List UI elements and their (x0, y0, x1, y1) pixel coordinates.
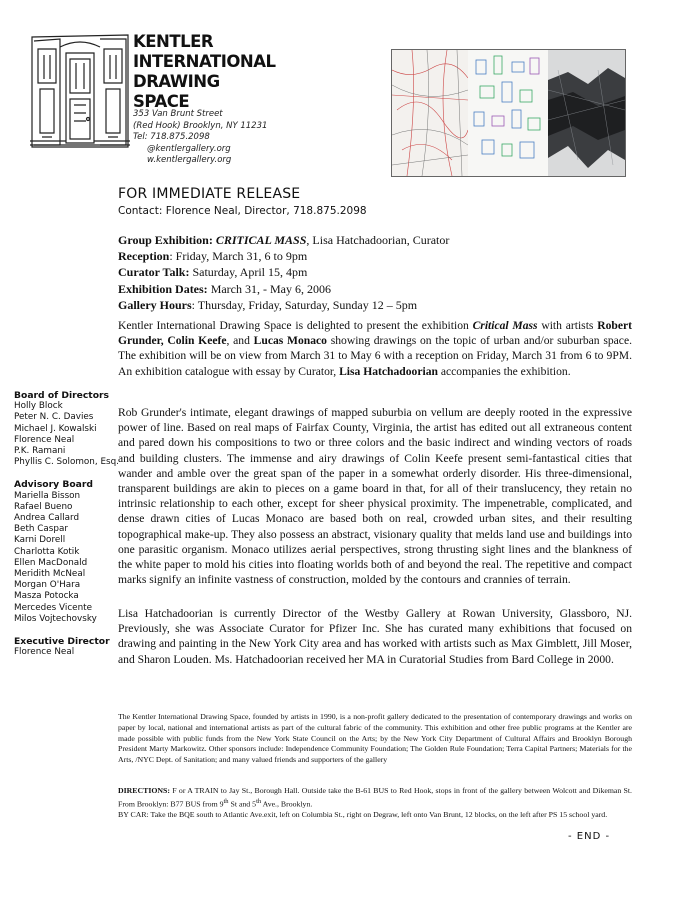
advisory-member: Milos Vojtechovsky (14, 613, 97, 624)
board-member: Florence Neal (14, 434, 75, 445)
curator-name: Lisa Hatchadoorian (339, 364, 438, 378)
email-line: @kentlergallery.org (147, 143, 231, 154)
building-logo-icon (30, 33, 130, 149)
exhibition-line (118, 232, 449, 248)
brand-line: SPACE (133, 92, 190, 111)
exhibition-curator: , Lisa Hatchadoorian, Curator (306, 233, 450, 247)
exhibition-details (118, 232, 449, 313)
brand-line: INTERNATIONAL (133, 52, 276, 71)
directions-label: DIRECTIONS: (118, 786, 170, 795)
dense-city-drawing (548, 50, 625, 176)
suburb-map-drawing (392, 50, 468, 176)
show-title: Critical Mass (472, 319, 538, 332)
gallery-hours-label: Gallery Hours (118, 297, 192, 312)
curator-talk-line (118, 264, 449, 280)
advisory-member: Ellen MacDonald (14, 557, 88, 568)
reception-value: : Friday, March 31, 6 to 9pm (169, 249, 308, 264)
exhibition-dates-label: Exhibition Dates: (118, 281, 208, 296)
advisory-member: Andrea Callard (14, 513, 80, 524)
board-sidebar (14, 390, 118, 658)
directions-text: DIRECTIONS: F or A TRAIN to Jay St., Borough Hall. Outside take the B-61 BUS to Red Hook, stops in front of the gallery between Wolcott and Dikeman St. From Brooklyn: B77 BUS from 9th St and 5th Ave., Brooklyn. BY CAR: Take the BQE south to Atlantic Ave.exit, left on Columbia St., right on Degraw, left onto Van Brunt, 12 blocks, on the left after PS 15 school yard. (118, 786, 632, 820)
brand-line: DRAWING (133, 72, 220, 91)
advisory-member: Mercedes Vicente (14, 602, 93, 613)
artists-paragraph: Rob Grunder's intimate, elegant drawings of mapped suburbia on vellum are deeply rooted in the expressive power of line. Based on real maps of Fairfax County, Virginia, the artist has edited out all extraneous content and pared down his compositions to two or three colors and the basic indirect and winding vectors of roads and building clusters. The immense and airy drawings of Colin Keefe present semi-fantastical cities that wander and amble over the great span of the paper in a somewhat orderly disorder. His three-dimensional, transparent buildings are akin to pieces on a game board in that, for all of their translucency, they retain no intrinsic relationship to each other, except for sheer physical proximity. The impenetrable, complicated, and dense drawn cities of Lucas Monaco are based both on real, crowded urban sites, and their resulting topographical make-up. They also possess an abstract, visionary quality that melds land use and buildings into one parasitic organism. Monaco utilizes aerial perspectives, strong thrusting sight lines and the blankness of the white paper to mold his cities into floating worlds both of and beyond the real. The repetitive and compact marks signify an infinite vastness of construction, molded by the contours and crannies of terrain. (118, 406, 632, 587)
brand-line: KENTLER (133, 32, 214, 51)
advisory-member: Karni Dorell (14, 535, 66, 546)
advisory-member: Morgan O'Hara (14, 580, 81, 591)
exhibition-title: CRITICAL MASS (215, 233, 307, 247)
board-member: Phyllis C. Solomon, Esq. (14, 457, 119, 468)
transparent-city-drawing (468, 50, 548, 176)
advisory-member: Beth Caspar (14, 524, 68, 535)
advisory-member: Mariella Bisson (14, 490, 81, 501)
end-marker: - END - (568, 831, 611, 842)
intro-paragraph: Kentler International Drawing Space is delighted to present the exhibition Critical Mass with artists Robert Grunder, Colin Keefe, and Lucas Monaco showing drawings on the topic of urban and/or suburban space. The exhibition will be on view from March 31 to May 6 with a reception on Friday, March 31 from 6 to 9PM. An exhibition catalogue with essay by Curator, Lisa Hatchadoorian accompanies the exhibition. (118, 319, 632, 378)
curator-talk-value: Saturday, April 15, 4pm (189, 265, 308, 280)
gallery-hours-value: : Thursday, Friday, Saturday, Sunday 12 – 5pm (191, 297, 418, 312)
board-title: Board of Directors (14, 390, 110, 401)
artist-names: Robert Grunder, Colin Keefe (118, 319, 632, 348)
artist-name: Lucas Monaco (253, 334, 327, 348)
address-line: 353 Van Brunt Street (133, 109, 223, 119)
board-member: Michael J. Kowalski (14, 423, 97, 434)
advisory-member: Masza Potocka (14, 591, 79, 602)
website-line: w.kentlergallery.org (147, 155, 232, 165)
executive-title: Executive Director (14, 636, 110, 648)
advisory-member: Charlotta Kotik (14, 546, 80, 557)
gallery-hours-line (118, 297, 449, 313)
artwork-image (391, 49, 626, 177)
release-title: FOR IMMEDIATE RELEASE (118, 186, 301, 202)
exhibition-label: Group Exhibition: (118, 233, 216, 247)
address-block (133, 109, 267, 167)
phone-line: Tel: 718.875.2098 (133, 132, 210, 142)
address-line: (Red Hook) Brooklyn, NY 11231 (133, 120, 268, 131)
board-member: P.K. Ramani (14, 446, 66, 457)
board-member: Peter N. C. Davies (14, 412, 94, 423)
curator-paragraph: Lisa Hatchadoorian is currently Director of the Westby Gallery at Rowan University, Glassboro, NJ. Previously, she was Associate Curator for Pfizer Inc. She has curated many exhibitions that focused on drawing and painting in the New York City area and has worked with artists such as Max Gimblett, Jill Moser, and Sharon Louden. Ms. Hatchadoorian received her MA in Curatorial Studies from Bard College in 2000. (118, 607, 632, 666)
reception-line (118, 248, 449, 264)
exhibition-dates-line (118, 281, 449, 297)
curator-talk-label: Curator Talk: (118, 265, 190, 280)
about-gallery-text: The Kentler International Drawing Space, founded by artists in 1990, is a non-profit gallery dedicated to the presentation of contemporary drawings and works on paper by local, national and international artists as part of the cultural fabric of the community. This exhibition and other free public programs at the Kentler are made possible with public funds from the New York State Council on the Arts; by the New York City Department of Cultural Affairs and Brooklyn Borough President Marty Markowitz. Other sponsors include: Independence Community Foundation; The Golden Rule Foundation; Terra Capital Partners; Materials for the Arts, /NYC Dept. of Sanitation; and many valued friends and supporters of the gallery (118, 712, 632, 765)
executive-member: Florence Neal (14, 647, 75, 658)
advisory-member: Rafael Bueno (14, 501, 73, 512)
by-car-text: BY CAR: Take the BQE south to Atlantic Ave.exit, left on Columbia St., right on Degraw, left onto Van Brunt, 12 blocks, on the left after PS 15 school yard. (118, 810, 608, 820)
advisory-member: Meridith McNeal (14, 569, 86, 580)
advisory-title: Advisory Board (14, 479, 93, 491)
exhibition-dates-value: March 31, - May 6, 2006 (207, 281, 331, 296)
reception-label: Reception (118, 249, 170, 264)
brand-name (133, 32, 276, 112)
board-member: Holly Block (14, 401, 63, 412)
contact-line: Contact: Florence Neal, Director, 718.875.2098 (118, 205, 367, 217)
